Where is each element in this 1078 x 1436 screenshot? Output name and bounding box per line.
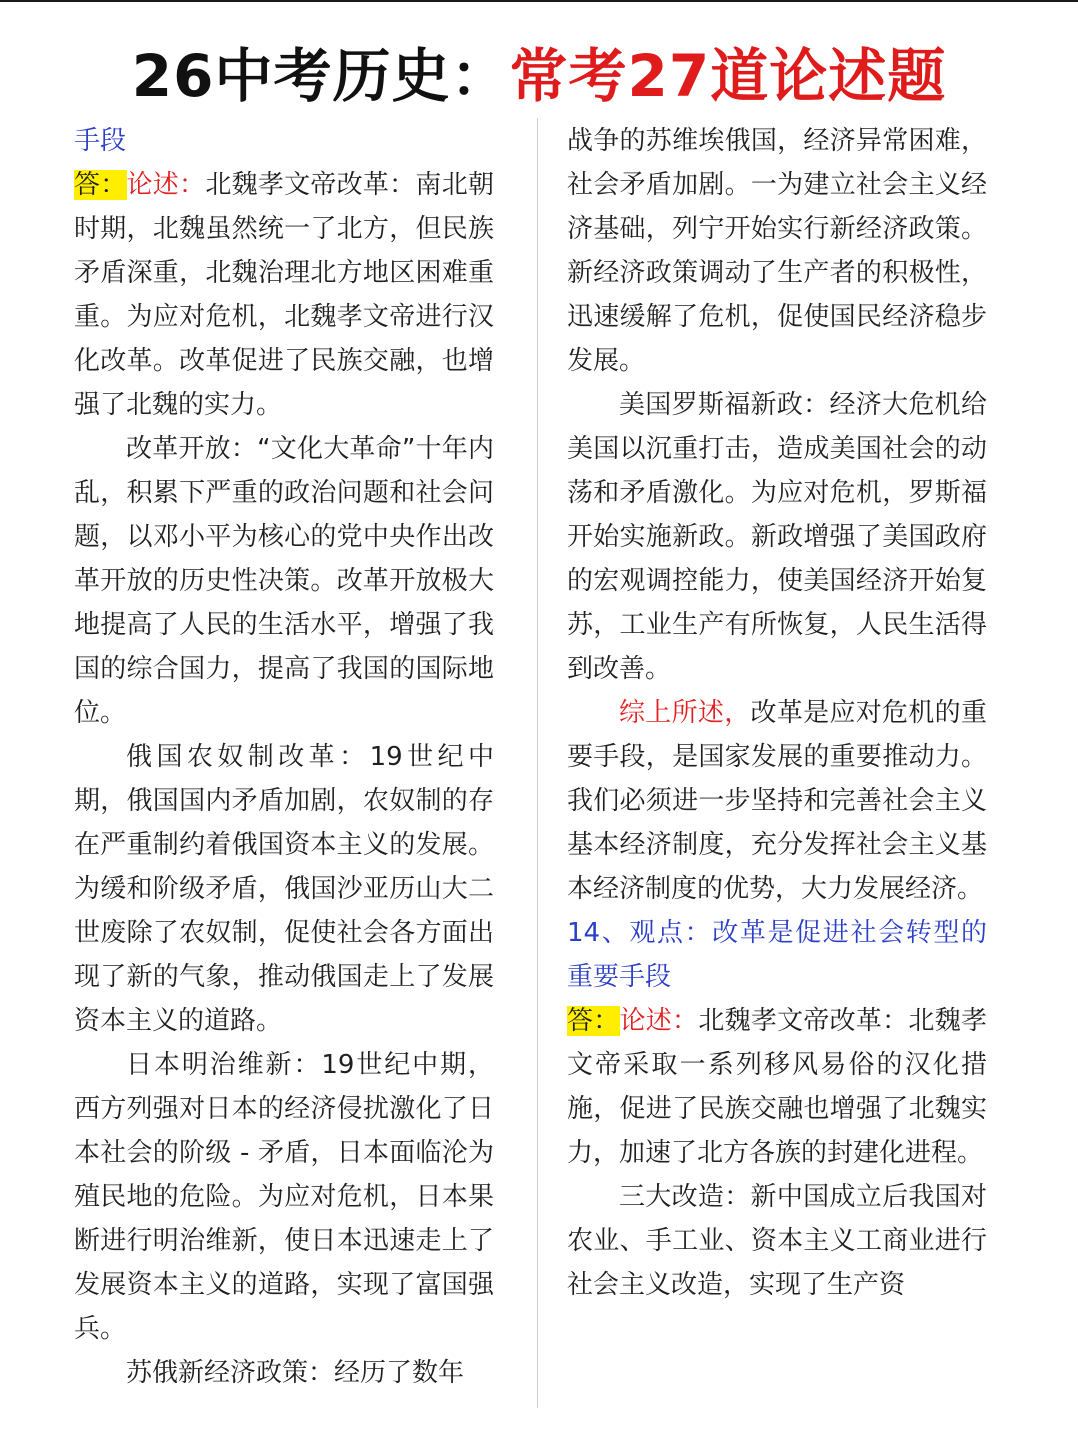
paragraph-text: 北魏孝文帝改革：北魏孝文帝采取一系列移风易俗的汉化措施，促进了民族交融也增强了北魏实力，加速了北方各族的封建化进程。 — [567, 1006, 987, 1168]
paragraph-new-deal: 美国罗斯福新政：经济大危机给美国以沉重打击，造成美国社会的动荡和矛盾激化。为应对危机，罗斯福开始实施新政。新政增强了美国政府的宏观调控能力，使美国经济开始复苏，工业生产有所恢复，人民生活得到改善。 — [567, 390, 987, 684]
left-answer-paragraph — [74, 163, 494, 427]
paragraph-summary — [567, 691, 987, 911]
paragraph-reform-opening: 改革开放：“文化大革命”十年内乱，积累下严重的政治问题和社会问题，以邓小平为核心的党中央作出改革开放的历史性决策。改革开放极大地提高了人民的生活水平，增强了我国的综合国力，提高了我国的国际地位。 — [74, 434, 494, 728]
answer-label: 答： — [74, 170, 127, 200]
title-part-black: 26中考历史： — [131, 42, 510, 110]
paragraph-meiji: 日本明治维新：19世纪中期，西方列强对日本的经济侵扰激化了日本社会的阶级 - 矛盾，日本面临沦为殖民地的危险。为应对危机，日本果断进行明治维新，使日本迅速走上了发展资本主义的道路，实现了富国强兵。 — [74, 1050, 494, 1344]
page-title — [0, 36, 1078, 116]
paragraph-text: 北魏孝文帝改革：南北朝时期，北魏虽然统一了北方，但民族矛盾深重，北魏治理北方地区困难重重。为应对危机，北魏孝文帝进行汉化改革。改革促进了民族交融，也增强了北魏的实力。 — [74, 170, 494, 420]
left-column — [74, 119, 494, 1395]
title-part-red: 常考27道论述题 — [509, 42, 947, 110]
answer-label: 答： — [567, 1006, 620, 1036]
top-border — [0, 0, 1078, 2]
argue-label: 论述： — [126, 170, 206, 200]
paragraph-nep-start: 苏俄新经济政策：经历了数年 — [126, 1358, 465, 1388]
summary-label: 综上所述， — [619, 698, 751, 728]
paragraph-three-transformations: 三大改造：新中国成立后我国对农业、手工业、资本主义工商业进行社会主义改造，实现了生产资 — [567, 1182, 987, 1300]
right-column — [567, 119, 987, 1307]
paragraph-russia-serfdom: 俄国农奴制改革：19世纪中期，俄国国内矛盾加剧，农奴制的存在严重制约着俄国资本主义的发展。为缓和阶级矛盾，俄国沙亚历山大二世废除了农奴制，促使社会各方面出现了新的气象，推动俄国走上了发展资本主义的道路。 — [74, 742, 494, 1036]
paragraph-nep-cont: 战争的苏维埃俄国，经济异常困难，社会矛盾加剧。一为建立社会主义经济基础，列宁开始实行新经济政策。新经济政策调动了生产者的积极性，迅速缓解了危机，促使国民经济稳步发展。 — [567, 126, 987, 376]
argue-label: 论述： — [619, 1006, 699, 1036]
right-answer-paragraph — [567, 999, 987, 1175]
question-heading-tail: 手段 — [74, 126, 127, 156]
summary-text: 改革是应对危机的重要手段，是国家发展的重要推动力。我们必须进一步坚持和完善社会主义基本经济制度，充分发挥社会主义基本经济制度的优势，大力发展经济。 — [567, 698, 987, 904]
column-divider — [537, 118, 538, 1408]
question-14-heading: 14、观点：改革是促进社会转型的重要手段 — [567, 918, 987, 992]
